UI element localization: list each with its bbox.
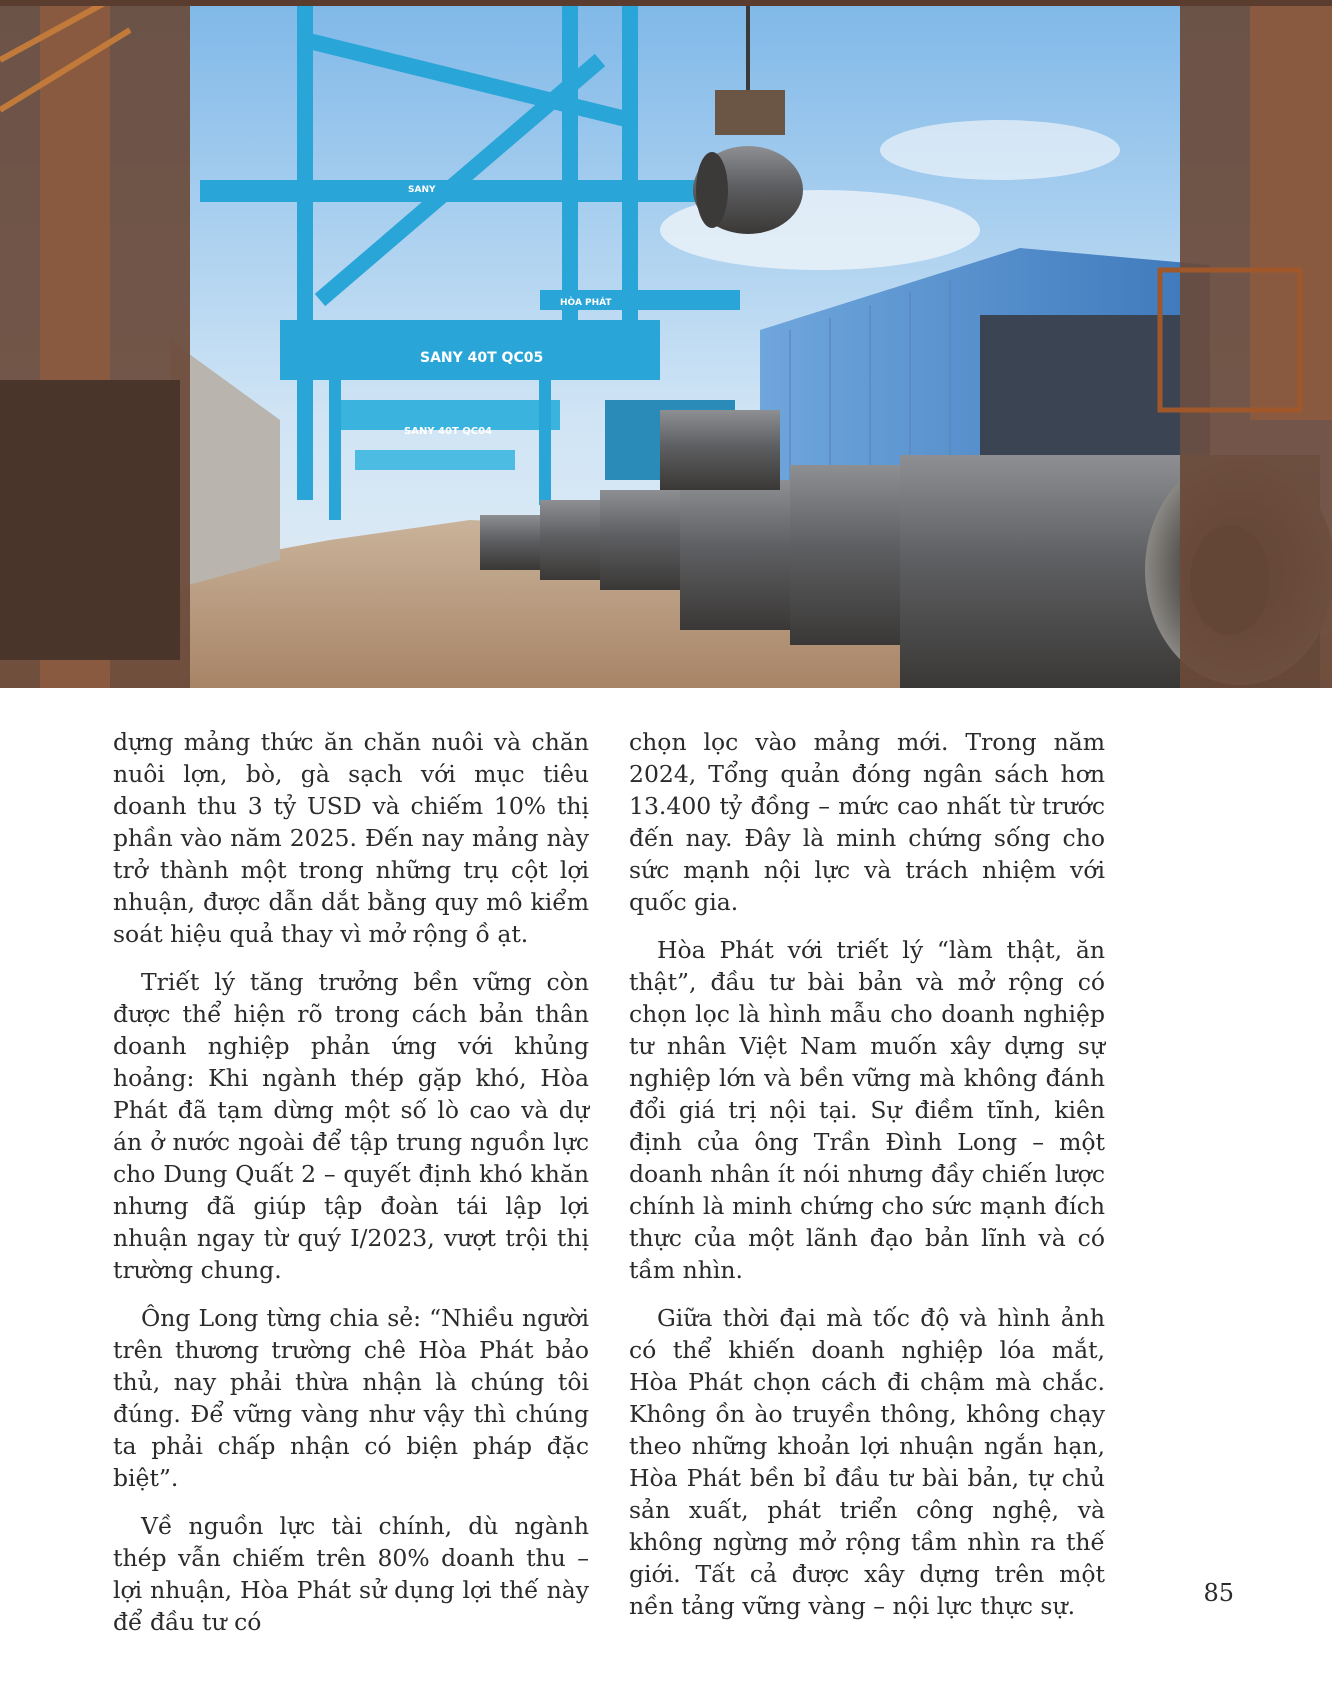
crane-label-qc05: SANY 40T QC05 xyxy=(420,350,544,366)
crane-label-top: SANY xyxy=(408,185,436,195)
paragraph-right-2: Hòa Phát với triết lý “làm thật, ăn thật”, đầu tư bài bản và mở rộng có chọn lọc là hình mẫu cho doanh nghiệp tư nhân Việt Nam muốn xây dựng sự nghiệp lớn và bền vững mà không đánh đổi giá trị nội tại. Sự điềm tĩnh, kiên định của ông Trần Đình Long – một doanh nhân ít nói nhưng đầy chiến lược chính là minh chứng cho sức mạnh đích thực của một lãnh đạo bản lĩnh và có tầm nhìn. xyxy=(629,936,1105,1284)
paragraph-left-3: Ông Long từng chia sẻ: “Nhiều người trên thương trường chê Hòa Phát bảo thủ, nay phải thừa nhận là chúng tôi đúng. Để vững vàng như vậy thì chúng ta phải chấp nhận có biện pháp đặc biệt”. xyxy=(113,1304,589,1492)
paragraph-right-1: chọn lọc vào mảng mới. Trong năm 2024, Tổng quản đóng ngân sách hơn 13.400 tỷ đồng – mức cao nhất từ trước đến nay. Đây là minh chứng sống cho sức mạnh nội lực và trách nhiệm với quốc gia. xyxy=(629,728,1105,916)
steel-coil-port-illustration xyxy=(0,0,1332,688)
page-number: 85 xyxy=(1203,1579,1234,1607)
paragraph-left-2: Triết lý tăng trưởng bền vững còn được thể hiện rõ trong cách bản thân doanh nghiệp phản ứng với khủng hoảng: Khi ngành thép gặp khó, Hòa Phát đã tạm dừng một số lò cao và dự án ở nước ngoài để tập trung nguồn lực cho Dung Quất 2 – quyết định khó khăn nhưng đã giúp tập đoàn tái lập lợi nhuận ngay từ quý I/2023, vượt trội thị trường chung. xyxy=(113,968,589,1284)
header-photo-steel-port xyxy=(0,0,1332,688)
paragraph-left-4: Về nguồn lực tài chính, dù ngành thép vẫn chiếm trên 80% doanh thu – lợi nhuận, Hòa Phát sử dụng lợi thế này để đầu tư có xyxy=(113,1512,589,1636)
paragraph-right-3: Giữa thời đại mà tốc độ và hình ảnh có thể khiến doanh nghiệp lóa mắt, Hòa Phát chọn cách đi chậm mà chắc. Không ồn ào truyền thông, không chạy theo những khoản lợi nhuận ngắn hạn, Hòa Phát bền bỉ đầu tư bài bản, tự chủ sản xuất, phát triển công nghệ, và không ngừng mở rộng tầm nhìn ra thế giới. Tất cả được xây dựng trên một nền tảng vững vàng – nội lực thực sự. xyxy=(629,1304,1105,1620)
article-column-left xyxy=(113,726,589,1654)
crane-label-qc04: SANY 40T QC04 xyxy=(404,426,493,437)
brand-sign: HÒA PHÁT xyxy=(560,298,612,308)
article-column-right xyxy=(629,726,1105,1638)
paragraph-left-1: dựng mảng thức ăn chăn nuôi và chăn nuôi lợn, bò, gà sạch với mục tiêu doanh thu 3 tỷ USD và chiếm 10% thị phần vào năm 2025. Đến nay mảng này trở thành một trong những trụ cột lợi nhuận, được dẫn dắt bằng quy mô kiểm soát hiệu quả thay vì mở rộng ồ ạt. xyxy=(113,728,589,948)
